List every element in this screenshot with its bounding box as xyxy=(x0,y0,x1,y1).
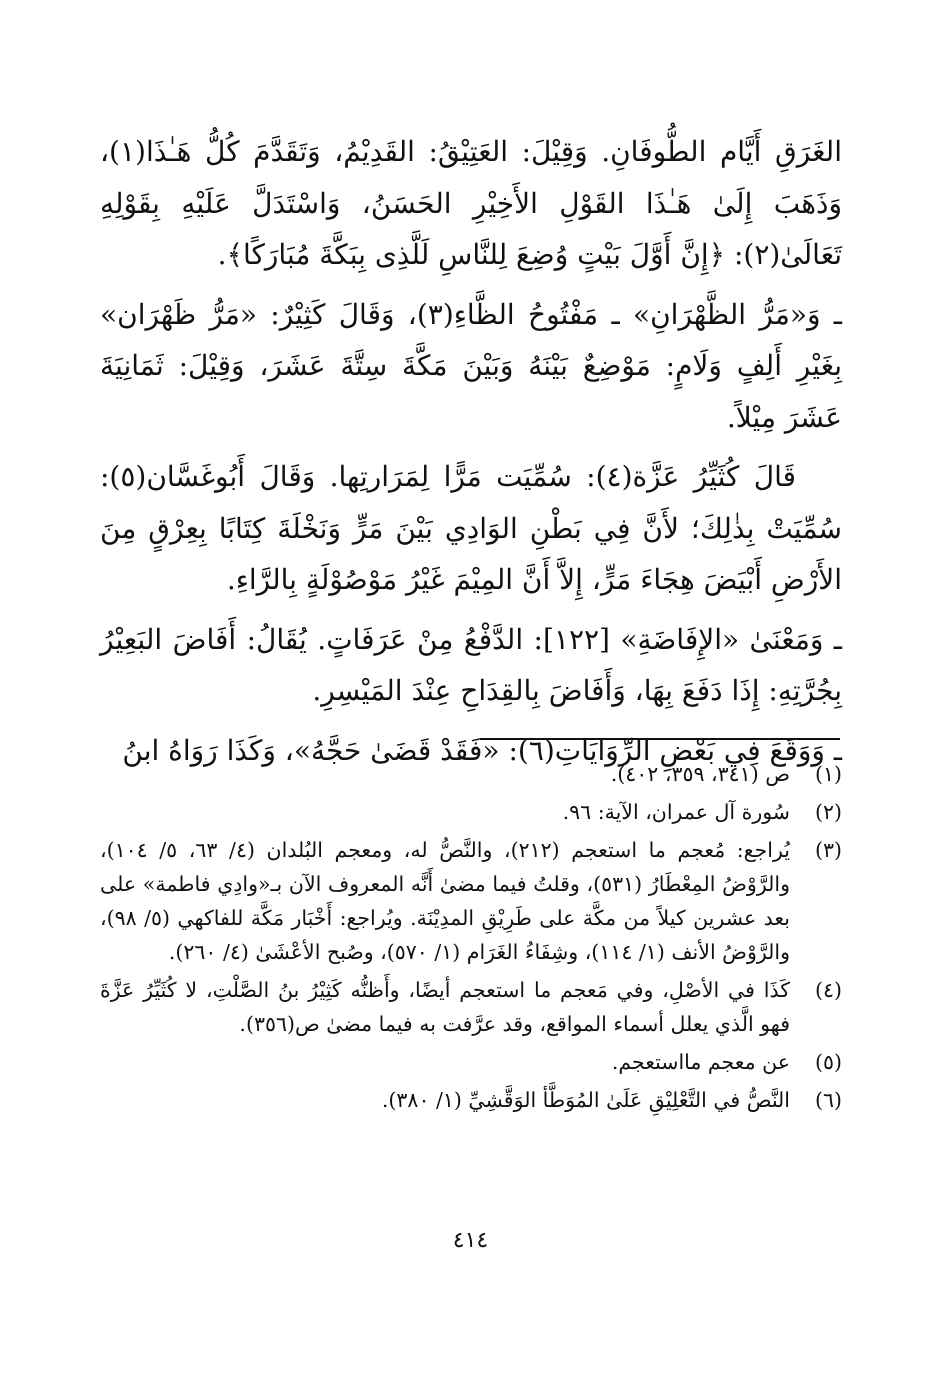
footnote-2 xyxy=(100,795,842,829)
paragraph-2: ـ وَ«مَرُّ الظَّهْرَانِ» ـ مَفْتُوحُ الظَّاءِ(٣)، وَقَالَ كَثِيْرٌ: «مَرُّ ظَهْرَان» بِغَيْرِ أَلِفٍ وَلَامٍ: مَوْضِعٌ بَيْنَهُ وَبَيْنَ مَكَّةَ سِتَّةَ عَشَرَ، وَقِيْلَ: ثَمَانِيَةَ عَشَرَ مِيْلاً. xyxy=(100,297,842,434)
footnote-text: سُورة آل عمران، الآية: ٩٦. xyxy=(562,800,790,824)
footnote-6 xyxy=(100,1083,842,1117)
paragraph-4: ـ وَمَعْنَىٰ «الإِفَاضَةِ» [١٢٢]: الدَّفْعُ مِنْ عَرَفَاتٍ. يُقَالُ: أَفَاضَ البَعِيْرُ بِجُرَّتِهِ: إِذَا دَفَعَ بِهَا، وَأَفَاضَ بِالقِدَاحِ عِنْدَ المَيْسِرِ. xyxy=(100,622,842,707)
paragraph-3: قَالَ كُثَيِّرُ عَزَّة(٤): سُمِّيَت مَرًّا لِمَرَارتِها. وَقَالَ أَبُوغَسَّان(٥): سُمِّيَتْ بِذٰلِكَ؛ لأَنَّ فِي بَطْنِ الوَادِي بَيْنَ مَرٍّ وَنَخْلَةَ كِتَابًا بِعِرْقٍ مِنَ الأَرْضِ أَبْيَضَ هِجَاءَ مَرٍّ، إِلاَّ أَنَّ المِيْمَ غَيْرُ مَوْصُوْلَةٍ بِالرَّاءِ. xyxy=(100,460,842,596)
footnote-text: النَّصُّ في التَّعْلِيْقِ عَلَىٰ المُوَطَّأ الوَقَّشِيِّ (١/ ٣٨٠). xyxy=(381,1088,790,1112)
footnote-number: (٤) xyxy=(814,978,842,1002)
paragraph-1: الغَرَقِ أَيَّام الطُّوفَانِ. وَقِيْلَ: العَتِيْقُ: القَدِيْمُ، وَتَقَدَّمَ كُلُّ هَـٰذَا(١)، وَذَهَبَ إِلَىٰ هَـٰذَا القَوْلِ الأَخِيْرِ الحَسَنُ، وَاسْتَدَلَّ عَلَيْهِ بِقَوْلِهِ تَعَالَىٰ(٢): ﴿إِنَّ أَوَّلَ بَيْتٍ وُضِعَ لِلنَّاسِ لَلَّذِى بِبَكَّةَ مُبَارَكًا﴾. xyxy=(100,135,842,271)
footnote-1 xyxy=(100,757,842,791)
footnote-text: ص (٣٤١، ٣٥٩، ٤٠٢). xyxy=(610,762,790,786)
footnotes xyxy=(100,757,842,1121)
page-number: ٤١٤ xyxy=(452,1228,489,1253)
footnote-number: (٦) xyxy=(814,1088,842,1112)
footnote-text: يُراجع: مُعجم ما استعجم (٢١٢)، والنَّصُّ له، ومعجم البُلدان (٤/ ٦٣، ٥/ ١٠٤)، والرَّوْضُ المِعْطَارُ (٥٣١)، وقلتُ فيما مضىٰ أَنَّه المعروف الآن بـ«وادِي فاطمة» على بعد عشرين كيلاً من مكَّة على طَرِيْقِ المدِيْنَة. ويُراجع: أَخْبَار مَكَّة للفاكهي (٥/ ٩٨)، والرَّوْضُ الأنف (١/ ١١٤)، وشِفَاءُ الغَرَام (١/ ٥٧٠)، وصُبح الأعْشَىٰ (٤/ ٢٦٠). xyxy=(100,838,790,964)
footnote-number: (٣) xyxy=(814,838,842,862)
footnote-number: (١) xyxy=(814,762,842,786)
footnote-text: كَذَا في الأصْلِ، وفي مَعجم ما استعجم أيضًا، وأَظنُّه كَثِيْرُ بنُ الصَّلْتِ، لا كُثَيِّرُ عَزَّةَ فهو الَّذي يعلل أسماء المواقع، وقد عرَّفت به فيما مضىٰ ص(٣٥٦). xyxy=(100,978,790,1036)
footnote-text: عن معجم مااستعجم. xyxy=(611,1050,790,1074)
footnote-separator xyxy=(480,738,840,740)
main-text xyxy=(100,126,842,776)
footnote-3 xyxy=(100,833,842,969)
paragraph-5: ـ وَوَقَعَ فِي بَعْضِ الرِّوَايَاتِ(٦): «فَقَدْ قَضَىٰ حَجَّهُ»، وَكَذَا رَوَاهُ ابنُ xyxy=(122,733,842,767)
footnote-number: (٥) xyxy=(814,1050,842,1074)
footnote-5 xyxy=(100,1045,842,1079)
footnote-4 xyxy=(100,973,842,1041)
footnote-number: (٢) xyxy=(814,800,842,824)
